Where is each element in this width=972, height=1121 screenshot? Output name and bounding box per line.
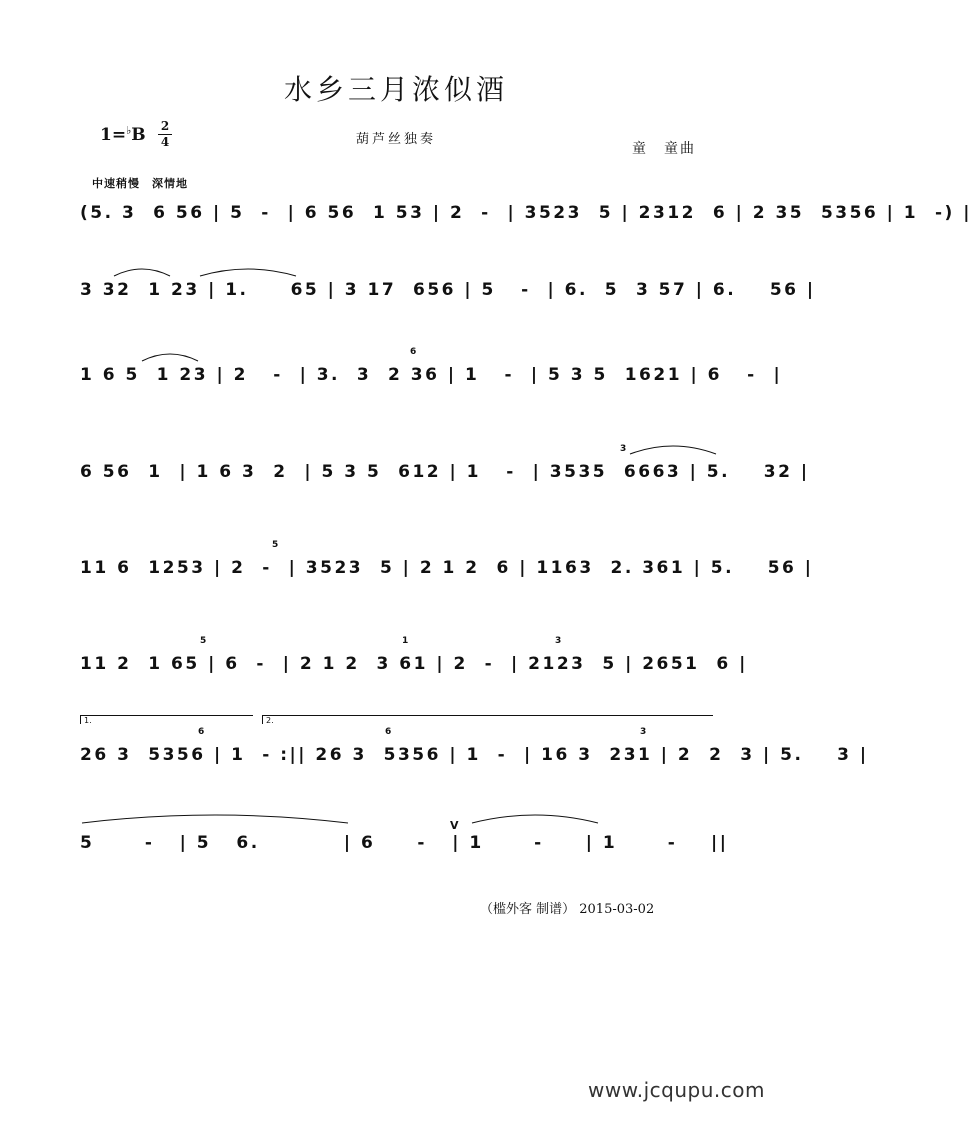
slur xyxy=(198,266,298,278)
meter-bottom: 4 xyxy=(160,135,170,149)
grace-note: 3 xyxy=(640,727,647,737)
slur xyxy=(112,266,172,278)
slur xyxy=(470,811,600,825)
subtitle: 葫芦丝独奏 xyxy=(355,132,436,147)
composer: 童 童曲 xyxy=(632,141,696,157)
volta-1: 1. xyxy=(80,715,253,724)
breath-mark: V xyxy=(450,819,459,832)
grace-note: 6 xyxy=(385,727,392,737)
score-row-2 xyxy=(80,280,816,320)
flat-icon: ♭ xyxy=(126,124,132,137)
notation-line: 11 6 1253 | 2 - | 3523 5 | 2 1 2 6 | 1163 2. 361 | 5. 56 | xyxy=(80,558,814,578)
grace-note: 3 xyxy=(620,444,627,454)
score-row-4 xyxy=(80,444,810,502)
grace-note: 5 xyxy=(200,636,207,646)
score-row-3 xyxy=(80,347,783,405)
score-row-8 xyxy=(80,819,729,873)
score-row-7 xyxy=(80,727,869,785)
volta-2: 2. xyxy=(262,715,713,724)
slur xyxy=(80,811,350,825)
notation-line: 1 6 5 1 23 | 2 - | 3. 3 2 36 | 1 - | 5 3 5 1621 | 6 - | xyxy=(80,365,783,385)
notation-line: (5. 3 6 56 | 5 - | 6 56 1 53 | 2 - | 3523 5 | 2312 6 | 2 35 5356 | 1 -) | xyxy=(80,203,972,223)
watermark: www.jcqupu.com xyxy=(588,1078,765,1102)
notation-line: 11 2 1 65 | 6 - | 2 1 2 3 61 | 2 - | 2123 5 | 2651 6 | xyxy=(80,654,748,674)
tempo-marking: 中速稍慢 深情地 xyxy=(92,177,188,190)
score-row-5 xyxy=(80,540,814,598)
score-row-6 xyxy=(80,636,748,694)
grace-note: 6 xyxy=(198,727,205,737)
slur xyxy=(628,442,718,456)
page-title: 水乡三月浓似酒 xyxy=(283,73,508,106)
key-note: B xyxy=(131,125,146,145)
credit-line: （槛外客 制谱） 2015-03-02 xyxy=(480,902,655,917)
grace-note: 5 xyxy=(272,540,279,550)
key-prefix: 1= xyxy=(100,125,127,145)
notation-line: 6 56 1 | 1 6 3 2 | 5 3 5 612 | 1 - | 3535 6663 | 5. 32 | xyxy=(80,462,810,482)
meter-top: 2 xyxy=(160,119,170,133)
notation-line: 5 - | 5 6. | 6 - | 1 - | 1 - || xyxy=(80,833,729,853)
notation-line: 26 3 5356 | 1 - :|| 26 3 5356 | 1 - | 16 3 231 | 2 2 3 | 5. 3 | xyxy=(80,745,869,765)
grace-note: 6 xyxy=(410,347,417,357)
score-row-1 xyxy=(80,203,972,243)
notation-line: 3 32 1 23 | 1. 65 | 3 17 656 | 5 - | 6. 5 3 57 | 6. 56 | xyxy=(80,280,816,300)
grace-note: 1 xyxy=(402,636,409,646)
slur xyxy=(140,351,200,363)
grace-note: 3 xyxy=(555,636,562,646)
